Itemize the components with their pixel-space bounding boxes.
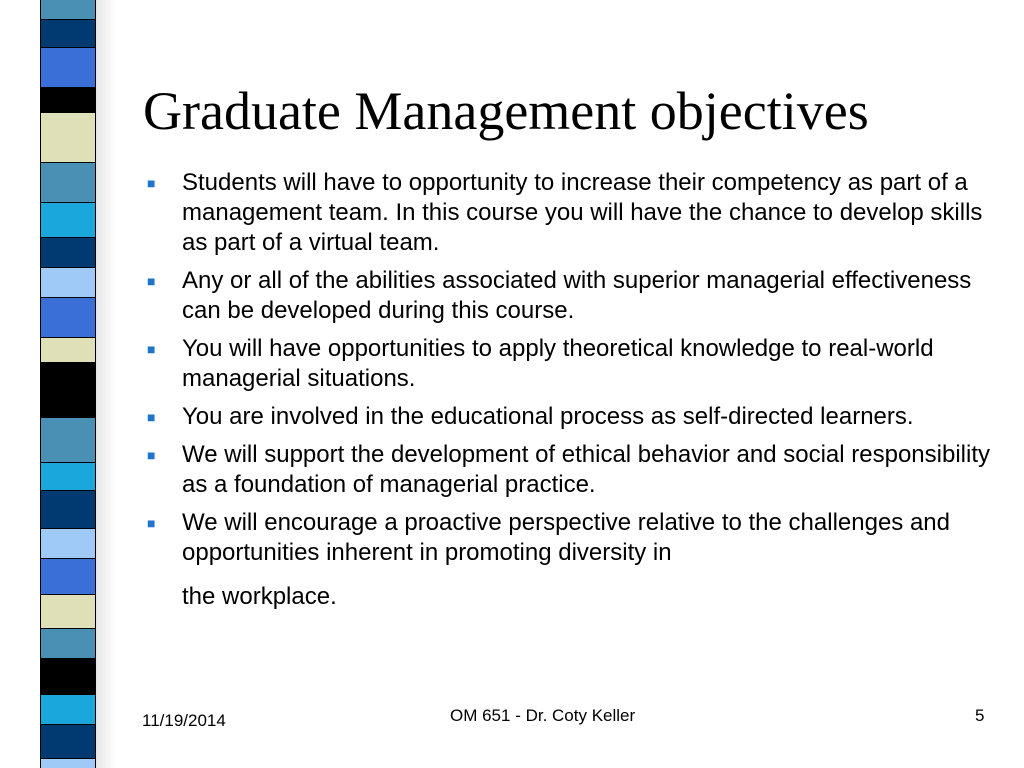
decorative-stripe xyxy=(41,695,95,725)
slide-title: Graduate Management objectives xyxy=(143,81,869,141)
bullet-text-tail: the workplace. xyxy=(182,583,337,610)
square-bullet-icon: ■ xyxy=(147,447,156,463)
decorative-stripe xyxy=(41,418,95,463)
decorative-stripe xyxy=(41,203,95,238)
footer-page-number: 5 xyxy=(975,706,985,725)
bullet-item xyxy=(145,334,1005,394)
decorative-stripe xyxy=(41,268,95,298)
decorative-stripe xyxy=(41,659,95,695)
bullet-text: Students will have to opportunity to increase their competency as part of a management team. In this course you will have the chance to develop skills as part of a virtual team. xyxy=(182,169,983,256)
decorative-stripe xyxy=(41,363,95,418)
decorative-stripe xyxy=(41,595,95,629)
square-bullet-icon: ■ xyxy=(147,273,156,289)
decorative-stripe xyxy=(41,759,95,768)
bullet-item xyxy=(145,440,1005,500)
decorative-stripe xyxy=(41,529,95,559)
decorative-stripe xyxy=(41,163,95,203)
bullet-item xyxy=(145,402,1005,432)
bullet-list xyxy=(145,168,1005,620)
decorative-stripe xyxy=(41,298,95,338)
square-bullet-icon: ■ xyxy=(147,175,156,191)
bullet-text xyxy=(182,508,1005,612)
footer-date: 11/19/2014 xyxy=(142,711,226,730)
bullet-item xyxy=(145,266,1005,326)
decorative-stripe xyxy=(41,559,95,595)
decorative-stripe-bar xyxy=(40,0,96,768)
square-bullet-icon: ■ xyxy=(147,341,156,357)
decorative-stripe xyxy=(41,491,95,529)
bullet-text: We will support the development of ethical behavior and social responsibility as a foundation of managerial practice. xyxy=(182,441,990,498)
decorative-stripe xyxy=(41,629,95,659)
decorative-stripe xyxy=(41,88,95,113)
decorative-stripe xyxy=(41,20,95,48)
square-bullet-icon: ■ xyxy=(147,409,156,425)
bullet-item xyxy=(145,508,1005,612)
bullet-text: You will have opportunities to apply theoretical knowledge to real-world managerial situations. xyxy=(182,335,934,392)
bullet-text-main: We will encourage a proactive perspective relative to the challenges and opportunities inherent in promoting diversity in xyxy=(182,509,950,566)
footer-course-label: OM 651 - Dr. Coty Keller xyxy=(450,706,636,725)
decorative-stripe xyxy=(41,0,95,20)
stripe-bar-shadow xyxy=(96,0,116,768)
bullet-item xyxy=(145,168,1005,258)
decorative-stripe xyxy=(41,338,95,363)
decorative-stripe xyxy=(41,238,95,268)
decorative-stripe xyxy=(41,113,95,163)
bullet-text: Any or all of the abilities associated with superior managerial effectiveness can be developed during this course. xyxy=(182,267,972,324)
decorative-stripe xyxy=(41,463,95,491)
decorative-stripe xyxy=(41,48,95,88)
bullet-text: You are involved in the educational process as self-directed learners. xyxy=(182,403,914,430)
decorative-stripe xyxy=(41,725,95,759)
square-bullet-icon: ■ xyxy=(147,515,156,531)
